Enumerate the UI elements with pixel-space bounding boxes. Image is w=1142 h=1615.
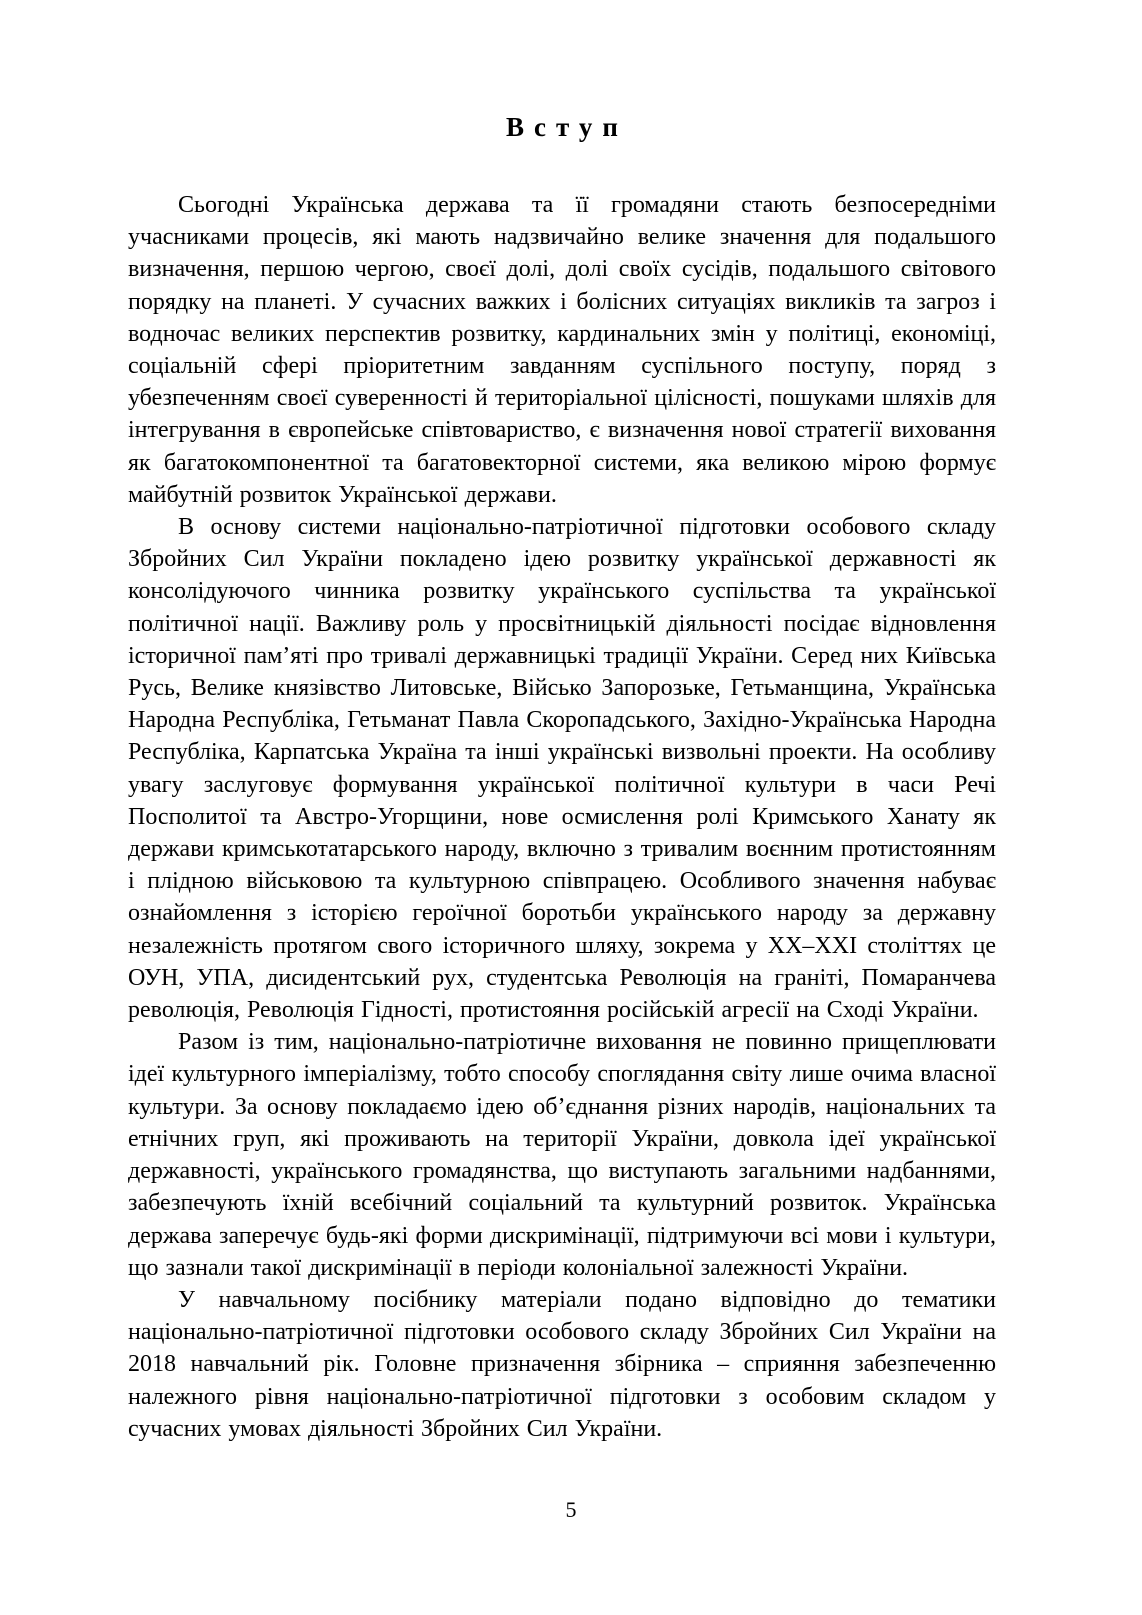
paragraph: У навчальному посібнику матеріали подано відповідно до тематики національно-патріотичної підготовки особового складу Збройних Сил України на 2018 навчальний рік. Головне призначення збірника – сприяння забезпеченню належного рівня національно-патріотичної підготовки з особовим складом у сучасних умовах діяльності Збройних Сил України.	[128, 1286, 996, 1442]
page-number: 5	[565, 1497, 577, 1522]
text-block	[128, 112, 996, 1445]
body-text	[128, 189, 996, 1445]
page-title: Вступ	[506, 112, 628, 142]
paragraph: Сьогодні Українська держава та її громадяни стають безпосередніми учасниками процесів, які мають надзвичайно велике значення для подальшого визначення, першою чергою, своєї долі, долі своїх сусідів, подальшого світового порядку на планеті. У сучасних важких і болісних ситуаціях викликів та загроз і водночас великих перспектив розвитку, кардинальних змін у політиці, економіці, соціальній сфері пріоритетним завданням суспільного поступу, поряд з убезпеченням своєї суверенності й територіальної цілісності, пошуками шляхів для інтегрування в європейське співтовариство, є визначення нової стратегії виховання як багатокомпонентної та багатовекторної системи, яка великою мірою формує майбутній розвиток Української держави.	[128, 192, 996, 508]
paragraph: Разом із тим, національно-патріотичне виховання не повинно прищеплювати ідеї культурного імперіалізму, тобто способу споглядання світу лише очима власної культури. За основу покладаємо ідею об’єднання різних народів, національних та етнічних груп, які проживають на території України, довкола ідеї української державності, українського громадянства, що виступають загальними надбаннями, забезпечують їхній всебічний соціальний та культурний розвиток. Українська держава заперечує будь-які форми дискримінації, підтримуючи всі мови і культури, що зазнали такої дискримінації в періоди колоніальної залежності України.	[128, 1029, 996, 1281]
paragraph: В основу системи національно-патріотичної підготовки особового складу Збройних Сил України покладено ідею розвитку української державності як консолідуючого чинника розвитку українського суспільства та української політичної нації. Важливу роль у просвітницькій діяльності посідає відновлення історичної пам’яті про тривалі державницькі традиції України. Серед них Київська Русь, Велике князівство Литовське, Військо Запорозьке, Гетьманщина, Українська Народна Республіка, Гетьманат Павла Скоропадського, Західно-Українська Народна Республіка, Карпатська Україна та інші українські визвольні проекти. На особливу увагу заслуговує формування української політичної культури в часи Речі Посполитої та Австро-Угорщини, нове осмислення ролі Кримського Ханату як держави кримськотатарського народу, включно з тривалим воєнним протистоянням і плідною військовою та культурною співпрацею. Особливого значення набуває ознайомлення з історією героїчної боротьби українського народу за державну незалежність протягом свого історичного шляху, зокрема у XX–XXI століттях це ОУН, УПА, дисидентський рух, студентська Революція на граніті, Помаранчева революція, Революція Гідності, протистояння російській агресії на Сході України.	[128, 514, 996, 1024]
